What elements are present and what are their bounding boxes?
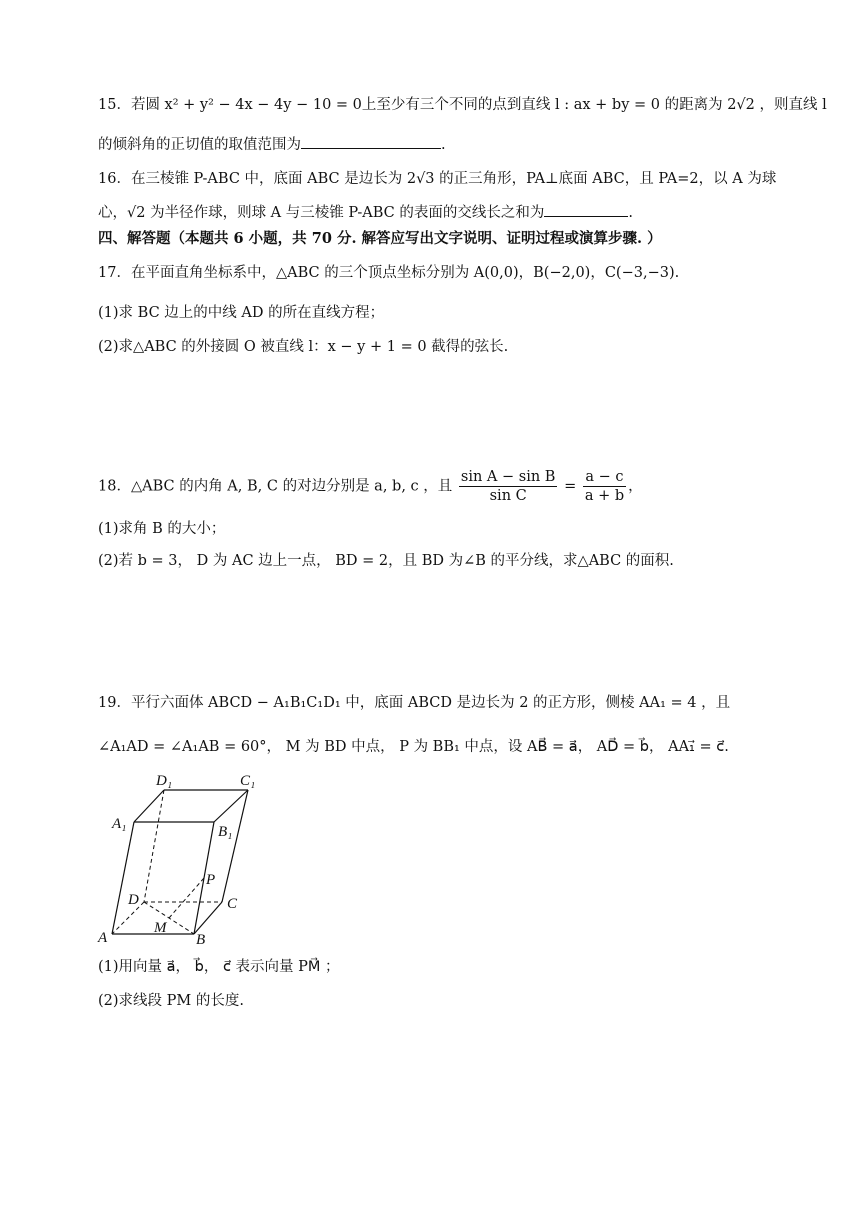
- edge-b1-c1: [214, 790, 248, 822]
- q17-part1: (1)求 BC 边上的中线 AD 的所在直线方程；: [98, 305, 385, 321]
- q16-line2-text: 心，√2 为半径作球，则球 A 与三棱锥 P-ABC 的表面的交线长之和为: [98, 205, 545, 221]
- q18-frac1-denominator: sin C: [489, 488, 527, 504]
- label-a1: A₁: [112, 816, 127, 832]
- q19-part1: (1)用向量 a⃗， b⃗， c⃗ 表示向量 PM⃗ ；: [98, 959, 340, 975]
- segment-m-p: [169, 878, 204, 918]
- label-b1: B₁: [218, 824, 233, 840]
- q16-line2-end: .: [628, 205, 633, 221]
- q18-part2: (2)若 b = 3， D 为 AC 边上一点， BD = 2，且 BD 为∠B 的平分线，求△ABC 的面积.: [98, 553, 674, 569]
- q15-line2-text: 的倾斜角的正切值的取值范围为: [98, 137, 301, 153]
- q16-line1: 16．在三棱锥 P-ABC 中，底面 ABC 是边长为 2√3 的正三角形，PA⊥底面 ABC，且 PA=2，以 A 为球: [98, 171, 777, 187]
- q16-answer-blank: [544, 202, 628, 217]
- label-c1: C₁: [240, 773, 256, 789]
- edge-a1-a: [112, 822, 134, 934]
- label-m: M: [154, 920, 167, 936]
- edge-a1-d1: [134, 790, 164, 822]
- q18-part1: (1)求角 B 的大小；: [98, 521, 226, 537]
- label-d: D: [128, 892, 139, 908]
- edge-b-c: [194, 902, 222, 934]
- label-b: B: [196, 932, 206, 948]
- label-c: C: [227, 896, 238, 912]
- label-p: P: [206, 872, 216, 888]
- q18-frac2-numerator: a − c: [583, 468, 626, 487]
- figure-hidden-edges: [112, 790, 222, 934]
- parallelepiped-figure: [94, 772, 274, 950]
- edge-c1-c: [222, 790, 248, 902]
- q17-part2: (2)求△ABC 的外接圆 O 被直线 l：x − y + 1 = 0 截得的弦长.: [98, 339, 509, 355]
- q16-line2: [98, 202, 633, 224]
- q18-fraction-right: [583, 468, 626, 505]
- q19-stem1: 19．平行六面体 ABCD − A₁B₁C₁D₁ 中，底面 ABCD 是边长为 2 的正方形，侧棱 AA₁ = 4 ，且: [98, 695, 731, 711]
- q18-equals: =: [564, 478, 577, 495]
- q19-stem2: ∠A₁AD = ∠A₁AB = 60°， M 为 BD 中点， P 为 BB₁ 中点，设 AB⃗ = a⃗， AD⃗ = b⃗， AA₁⃗ = c⃗.: [98, 739, 729, 755]
- q18-stem: [98, 468, 643, 505]
- q15-answer-blank: [301, 134, 441, 149]
- figure-solid-edges: [112, 790, 248, 934]
- edge-d1-d: [144, 790, 164, 902]
- q18-stem-after: ，: [628, 478, 643, 495]
- q15-line1: 15．若圆 x² + y² − 4x − 4y − 10 = 0上至少有三个不同的点到直线 l : ax + by = 0 的距离为 2√2 ，则直线 l: [98, 97, 827, 113]
- q18-frac1-numerator: sin A − sin B: [460, 469, 556, 485]
- q19-part2: (2)求线段 PM 的长度.: [98, 993, 244, 1009]
- q15-line2: [98, 134, 446, 156]
- section4-heading: 四、解答题（本题共 6 小题，共 70 分. 解答应写出文字说明、证明过程或演算步骤. ）: [98, 230, 662, 247]
- label-a: A: [98, 930, 108, 946]
- q18-frac2-denominator: a + b: [584, 488, 625, 504]
- label-d1: D₁: [156, 773, 173, 789]
- q17-stem: 17．在平面直角坐标系中，△ABC 的三个顶点坐标分别为 A(0,0)，B(−2,0)，C(−3,−3).: [98, 265, 680, 281]
- q18-fraction-left: [459, 468, 558, 505]
- q18-stem-before: 18．△ABC 的内角 A, B, C 的对边分别是 a, b, c ，且: [98, 478, 453, 495]
- q15-line2-end: .: [441, 137, 446, 153]
